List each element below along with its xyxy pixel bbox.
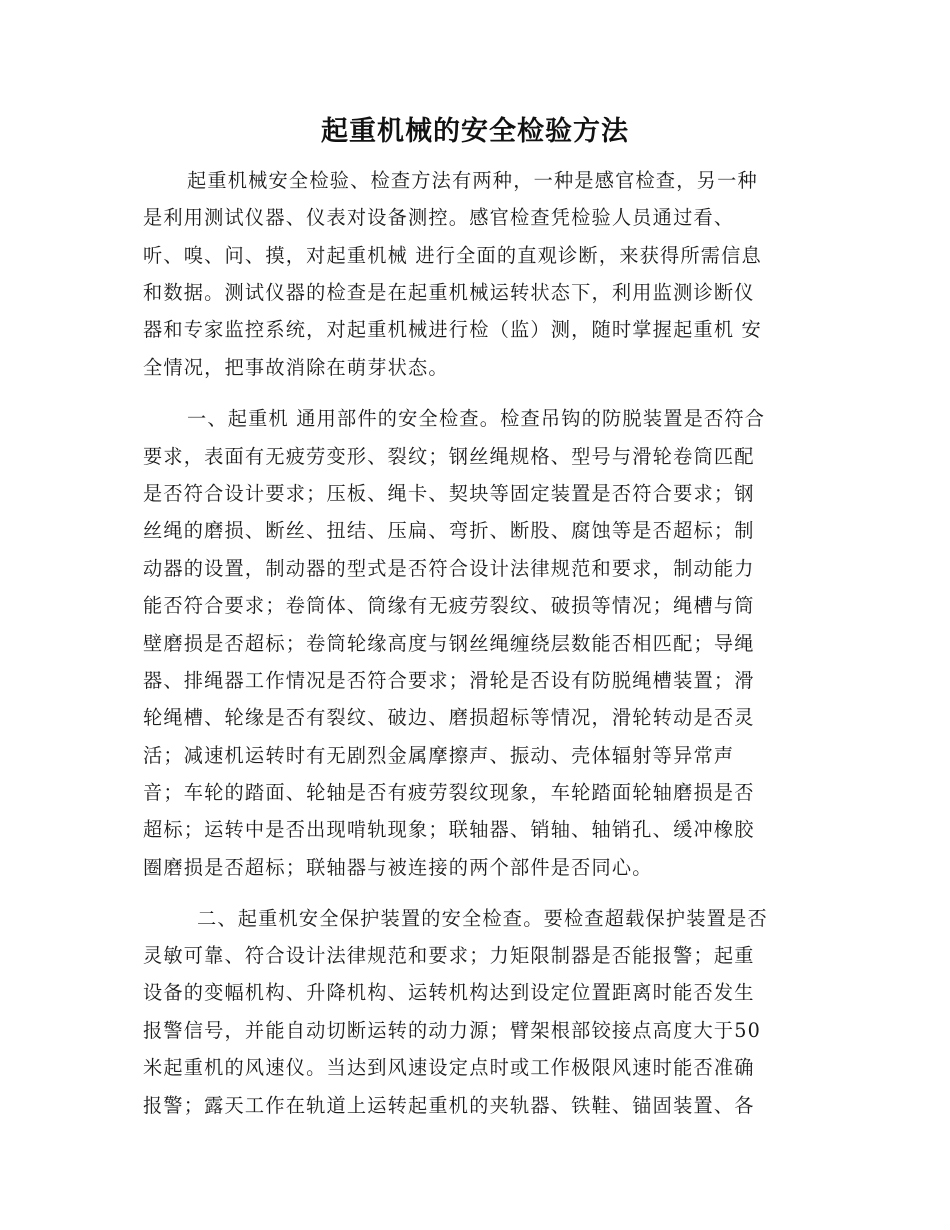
paragraph-2-line: 一、起重机 通用部件的安全检查。检查吊钩的防脱装置是否符合 (187, 407, 766, 430)
paragraph-2-line: 壁磨损是否超标；卷筒轮缘高度与钢丝绳缠绕层数能否相匹配；导绳 (143, 632, 755, 655)
paragraph-1-line: 全情况，把事故消除在萌芽状态。 (143, 356, 449, 379)
document-title: 起重机械的安全检验方法 (321, 116, 629, 147)
paragraph-2-line: 器、排绳器工作情况是否符合要求；滑轮是否设有防脱绳槽装置；滑 (143, 669, 755, 692)
paragraph-2-line: 丝绳的磨损、断丝、扭结、压扁、弯折、断股、腐蚀等是否超标；制 (143, 519, 755, 542)
paragraph-2-line: 要求，表面有无疲劳变形、裂纹；钢丝绳规格、型号与滑轮卷筒匹配 (143, 445, 755, 468)
paragraph-3-line: 报警信号，并能自动切断运转的动力源；臂架根部铰接点高度大于50 (143, 1019, 762, 1042)
paragraph-3-line: 米起重机的风速仪。当达到风速设定点时或工作极限风速时能否准确 (143, 1056, 755, 1079)
paragraph-1-line: 听、嗅、问、摸，对起重机械 进行全面的直观诊断，来获得所需信息 (143, 244, 762, 267)
paragraph-1-line: 是利用测试仪器、仪表对设备测控。感官检查凭检验人员通过看、 (143, 206, 735, 229)
paragraph-1-line: 和数据。测试仪器的检查是在起重机械运转状态下，利用监测诊断仪 (143, 281, 755, 304)
paragraph-2-line: 能否符合要求；卷筒体、筒缘有无疲劳裂纹、破损等情况；绳槽与筒 (143, 594, 755, 617)
paragraph-1-line: 起重机械安全检验、检查方法有两种，一种是感官检查，另一种 (187, 169, 758, 192)
paragraph-2-line: 超标；运转中是否出现啃轨现象；联轴器、销轴、轴销孔、缓冲橡胶 (143, 818, 755, 841)
paragraph-3-line: 二、起重机安全保护装置的安全检查。要检查超载保护装置是否 (197, 907, 768, 930)
paragraph-3-line: 报警；露天工作在轨道上运转起重机的夹轨器、铁鞋、锚固装置、各 (143, 1094, 755, 1117)
paragraph-2-line: 活；减速机运转时有无剧烈金属摩擦声、振动、壳体辐射等异常声 (143, 744, 735, 767)
paragraph-2-line: 音；车轮的踏面、轮轴是否有疲劳裂纹现象，车轮踏面轮轴磨损是否 (143, 781, 755, 804)
paragraph-1-line: 器和专家监控系统，对起重机械进行检（监）测，随时掌握起重机 安 (143, 318, 762, 341)
paragraph-2-line: 轮绳槽、轮缘是否有裂纹、破边、磨损超标等情况，滑轮转动是否灵 (143, 706, 755, 729)
paragraph-3-line: 设备的变幅机构、升降机构、运转机构达到设定位置距离时能否发生 (143, 981, 755, 1004)
paragraph-3-line: 灵敏可靠、符合设计法律规范和要求；力矩限制器是否能报警；起重 (143, 944, 755, 967)
paragraph-2-line: 是否符合设计要求；压板、绳卡、契块等固定装置是否符合要求；钢 (143, 482, 755, 505)
paragraph-2-line: 圈磨损是否超标；联轴器与被连接的两个部件是否同心。 (143, 856, 653, 879)
paragraph-2-line: 动器的设置，制动器的型式是否符合设计法律规范和要求，制动能力 (143, 557, 755, 580)
